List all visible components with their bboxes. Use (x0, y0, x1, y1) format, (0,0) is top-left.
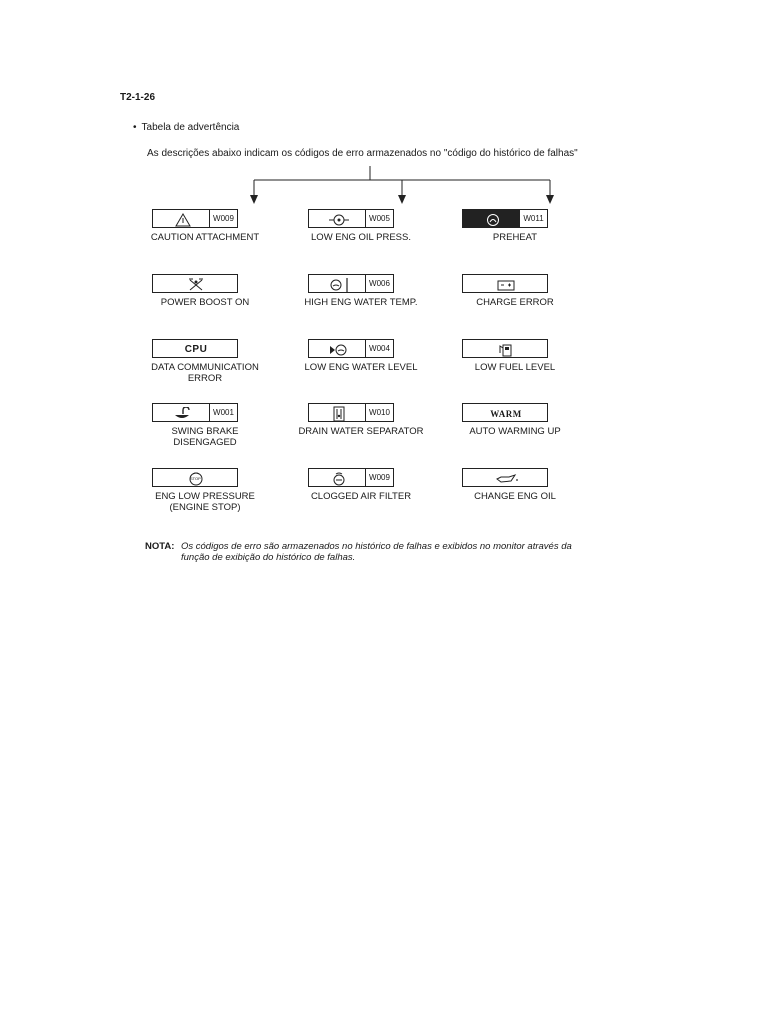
water-separator-icon (309, 404, 368, 423)
cpu-icon (153, 340, 239, 359)
section-title-text: Tabela de advertência (141, 122, 240, 133)
indicator-box (462, 339, 548, 358)
indicator-box (462, 468, 548, 487)
warning-code: W009 (365, 469, 393, 486)
intro-text: As descrições abaixo indicam os códigos de erro armazenados no "código do histórico de falhas" (147, 148, 578, 159)
indicator-box (308, 403, 394, 422)
air-filter-icon (309, 469, 368, 488)
indicator-label: AUTO WARMING UP (469, 426, 561, 437)
indicator-label: CHANGE ENG OIL (474, 491, 556, 502)
power-boost-icon (153, 275, 239, 294)
indicator-cell (140, 403, 270, 448)
indicator-box (462, 209, 548, 228)
note-label: NOTA: (145, 541, 175, 552)
oil-can-icon (463, 469, 549, 488)
warning-code: W004 (365, 340, 393, 357)
fuel-icon (463, 340, 549, 359)
page-id: T2-1-26 (120, 92, 156, 103)
indicator-box (152, 403, 238, 422)
water-level-icon (309, 340, 368, 359)
indicator-box (308, 339, 394, 358)
indicator-cell (140, 339, 270, 384)
indicator-label: LOW ENG OIL PRESS. (311, 232, 411, 243)
indicator-cell (296, 403, 426, 437)
indicator-cell (296, 339, 426, 373)
indicator-label: CLOGGED AIR FILTER (310, 491, 412, 502)
warning-code: W010 (365, 404, 393, 421)
icon-text: WARM (490, 408, 522, 419)
note (145, 541, 572, 563)
indicator-label: LOW ENG WATER LEVEL (304, 362, 418, 373)
note-text: Os códigos de erro são armazenados no histórico de falhas e exibidos no monitor através da função de exibição do histórico de falhas. (181, 541, 572, 563)
oil-pressure-icon (309, 210, 368, 229)
indicator-box (308, 274, 394, 293)
indicator-cell (450, 468, 580, 502)
indicator-cell (140, 209, 270, 243)
bullet: • (133, 122, 137, 133)
indicator-label: CHARGE ERROR (476, 297, 554, 308)
indicator-box (462, 274, 548, 293)
indicator-cell (450, 403, 580, 437)
warning-code: W001 (209, 404, 237, 421)
indicator-label: POWER BOOST ON (160, 297, 250, 308)
indicator-label: DRAIN WATER SEPARATOR (298, 426, 424, 437)
indicator-cell (140, 274, 270, 308)
icon-text: STOP (190, 476, 201, 481)
indicator-label: SWING BRAKE DISENGAGED (171, 426, 239, 448)
warm-icon (463, 404, 549, 423)
preheat-icon (463, 210, 522, 229)
indicator-cell (296, 274, 426, 308)
indicator-box (152, 209, 238, 228)
indicator-cell (450, 339, 580, 373)
indicator-label: HIGH ENG WATER TEMP. (304, 297, 418, 308)
water-temp-icon (309, 275, 368, 294)
indicator-box (152, 339, 238, 358)
swing-brake-icon (153, 404, 212, 423)
indicator-cell (450, 209, 580, 243)
indicator-cell (296, 209, 426, 243)
indicator-box (152, 468, 238, 487)
indicator-label: ENG LOW PRESSURE (ENGINE STOP) (155, 491, 255, 513)
warning-code: W009 (209, 210, 237, 227)
indicator-box (308, 209, 394, 228)
battery-icon (463, 275, 549, 294)
indicator-box (462, 403, 548, 422)
indicator-box (308, 468, 394, 487)
indicator-cell (140, 468, 270, 513)
distribution-arrows (0, 0, 768, 220)
caution-triangle-icon (153, 210, 212, 229)
icon-text: CPU (184, 344, 208, 355)
indicator-cell (450, 274, 580, 308)
indicator-box (152, 274, 238, 293)
indicator-label: CAUTION ATTACHMENT (150, 232, 260, 243)
engine-stop-icon (153, 469, 239, 488)
indicator-label: LOW FUEL LEVEL (474, 362, 556, 373)
warning-code: W006 (365, 275, 393, 292)
indicator-label: PREHEAT (492, 232, 538, 243)
warning-code: W011 (519, 210, 547, 227)
indicator-label: DATA COMMUNICATION ERROR (151, 362, 259, 384)
warning-code: W005 (365, 210, 393, 227)
indicator-cell (296, 468, 426, 502)
